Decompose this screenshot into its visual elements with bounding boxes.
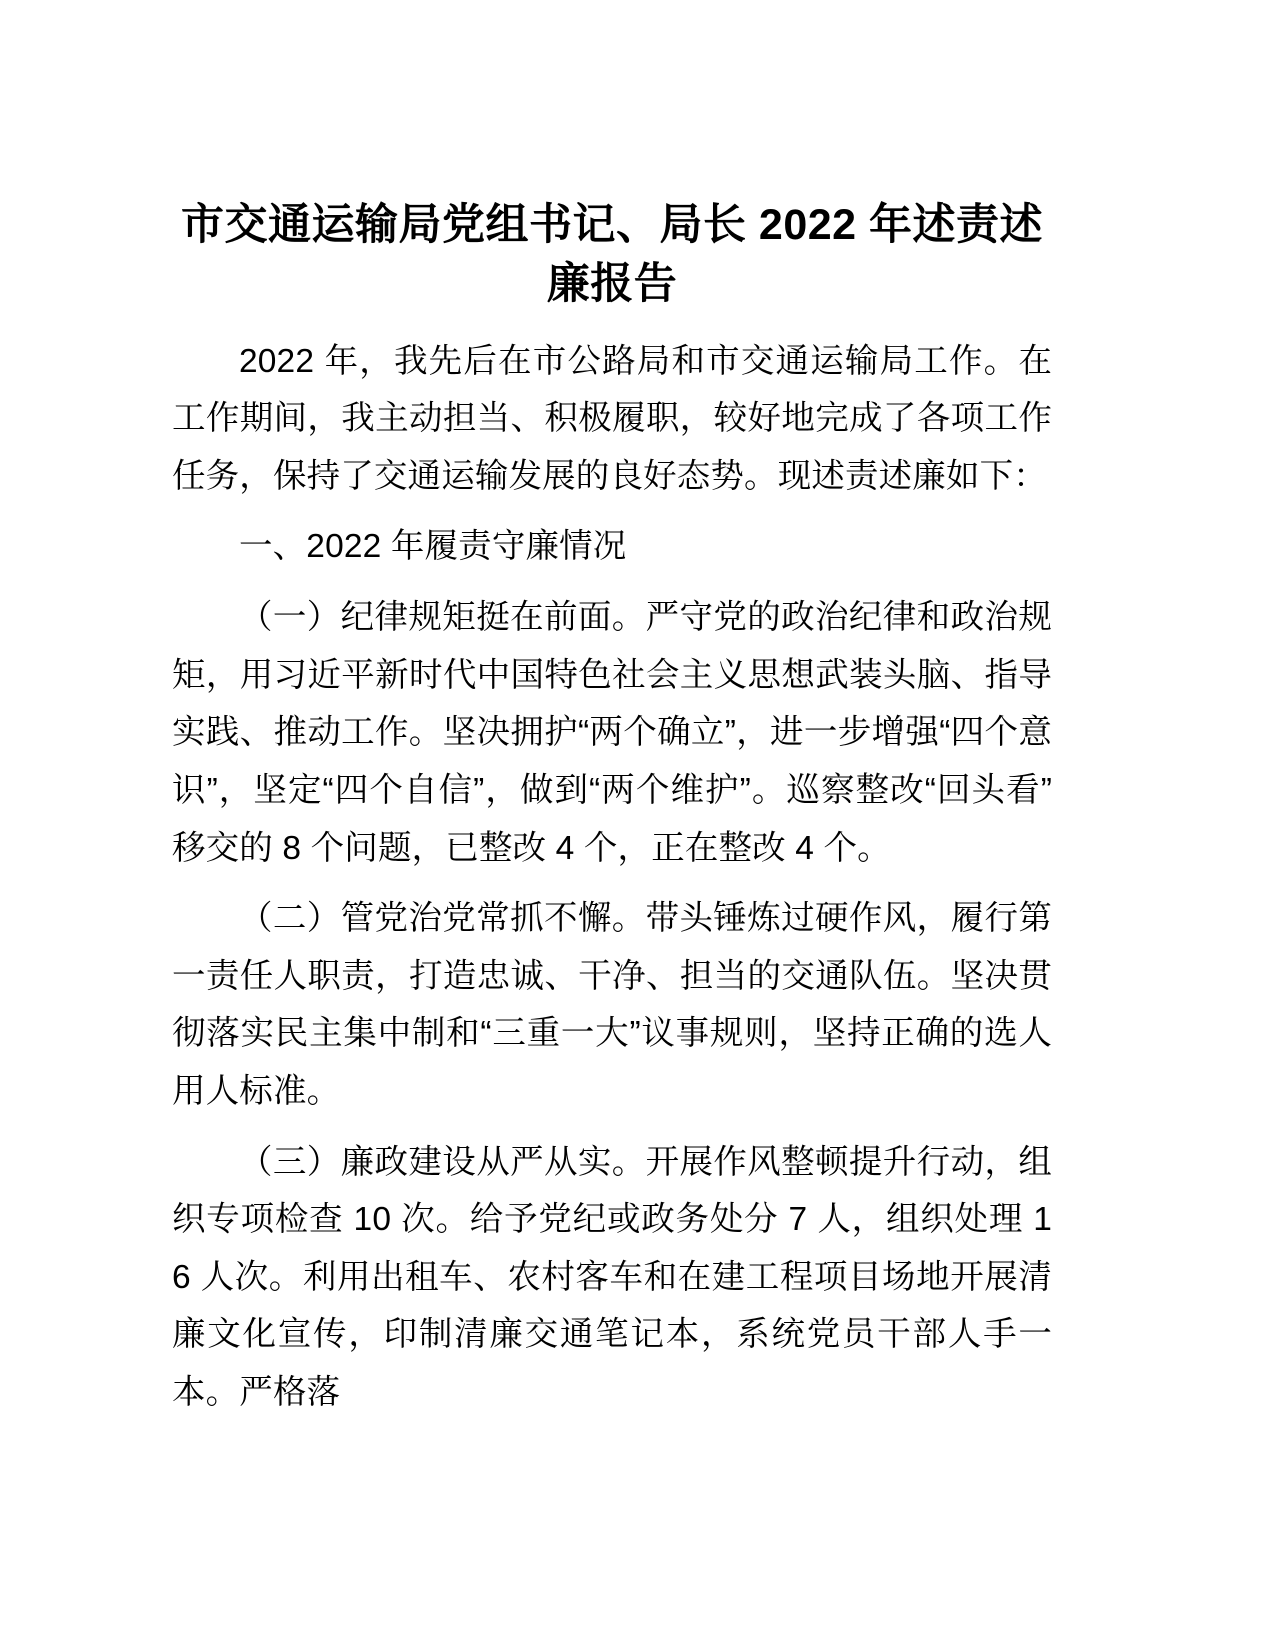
paragraph-item-1: （一）纪律规矩挺在前面。严守党的政治纪律和政治规矩，用习近平新时代中国特色社会主义思想武装头脑、指导实践、推动工作。坚决拥护“两个确立”，进一步增强“四个意识”，坚定“四个自信”，做到“两个维护”。巡察整改“回头看”移交的 8 个问题，已整改 4 个，正在整改 4 个。	[172, 599, 1052, 867]
paragraph-intro: 2022 年，我先后在市公路局和市交通运输局工作。在工作期间，我主动担当、积极履职，较好地完成了各项工作任务，保持了交通运输发展的良好态势。现述责述廉如下：	[172, 342, 1052, 495]
paragraph-item-3: （三）廉政建设从严从实。开展作风整顿提升行动，组织专项检查 10 次。给予党纪或政务处分 7 人，组织处理 16 人次。利用出租车、农村客车和在建工程项目场地开展清廉文化宣传，印制清廉交通笔记本，系统党员干部人手一本。严格落	[172, 1143, 1052, 1412]
document-body	[172, 196, 1052, 1422]
paragraph-item-2: （二）管党治党常抓不懈。带头锤炼过硬作风，履行第一责任人职责，打造忠诚、干净、担当的交通队伍。坚决贯彻落实民主集中制和“三重一大”议事规则，坚持正确的选人用人标准。	[172, 900, 1052, 1110]
page-title: 市交通运输局党组书记、局长 2022 年述责述廉报告	[180, 201, 1044, 309]
section-heading-one: 一、2022 年履责守廉情况	[239, 528, 627, 566]
